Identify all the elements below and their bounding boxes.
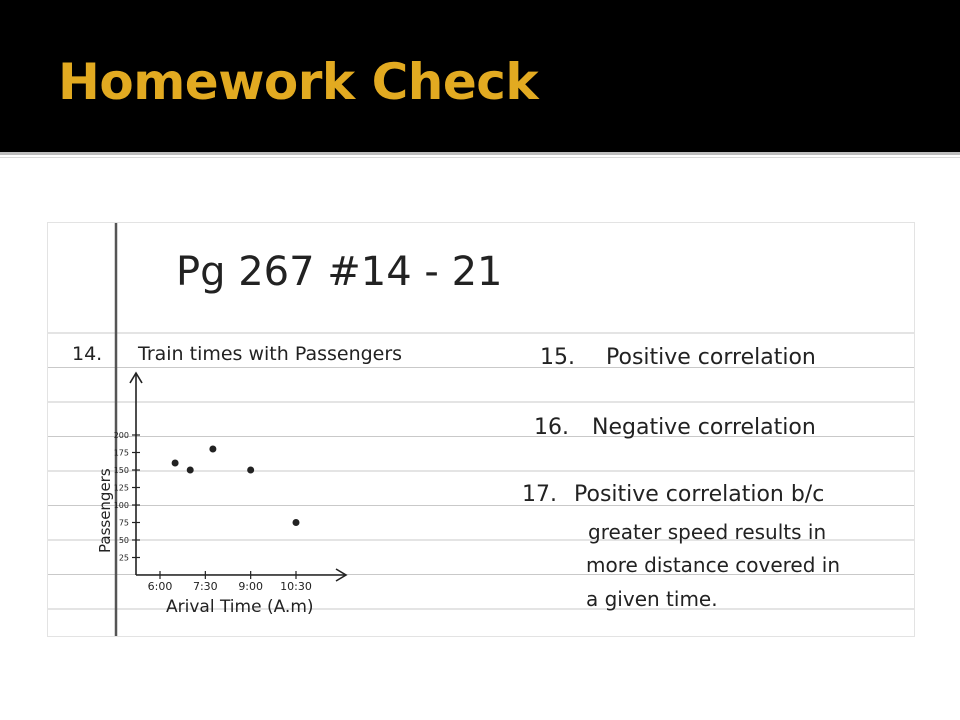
data-point bbox=[187, 467, 194, 474]
notebook-page-image bbox=[47, 222, 915, 637]
answer-17-line-3: more distance covered in bbox=[586, 553, 841, 577]
x-tick-label: 7:30 bbox=[192, 580, 218, 593]
answer-17-number: 17. bbox=[522, 482, 557, 507]
y-tick-label: 100 bbox=[113, 501, 129, 510]
y-tick-label: 75 bbox=[118, 518, 129, 528]
y-axis-label: Passengers bbox=[96, 468, 114, 553]
answer-17-line-2: greater speed results in bbox=[588, 520, 827, 544]
title-bar bbox=[0, 0, 960, 152]
data-point bbox=[209, 446, 216, 453]
answer-15-text: Positive correlation bbox=[606, 345, 816, 370]
x-axis-label: Arival Time (A.m) bbox=[166, 597, 314, 617]
chart-title: Train times with Passengers bbox=[138, 343, 403, 365]
answer-16-text: Negative correlation bbox=[592, 415, 816, 440]
y-tick-label: 150 bbox=[113, 466, 129, 475]
answer-17-line-1: Positive correlation b/c bbox=[574, 482, 825, 507]
header-text: Pg 267 #14 - 21 bbox=[176, 249, 503, 295]
y-tick-label: 125 bbox=[113, 483, 129, 493]
answers bbox=[522, 345, 840, 611]
title-divider-thin bbox=[0, 157, 960, 158]
data-point bbox=[172, 460, 179, 467]
y-tick-label: 175 bbox=[113, 448, 129, 458]
scatter-chart bbox=[96, 373, 346, 617]
notebook-drawing bbox=[48, 223, 914, 636]
y-tick-label: 50 bbox=[118, 536, 129, 545]
title-divider bbox=[0, 152, 960, 155]
answer-16-number: 16. bbox=[534, 415, 569, 440]
x-tick-label: 10:30 bbox=[280, 580, 312, 593]
data-point bbox=[247, 467, 254, 474]
y-tick-label: 200 bbox=[113, 431, 129, 440]
x-tick-label: 9:00 bbox=[238, 580, 264, 593]
problem-14-number: 14. bbox=[72, 343, 103, 365]
slide-title: Homework Check bbox=[58, 53, 539, 111]
x-tick-label: 6:00 bbox=[147, 580, 173, 593]
data-points bbox=[172, 446, 300, 527]
y-tick-label: 25 bbox=[118, 553, 129, 563]
answer-17-line-4: a given time. bbox=[586, 587, 718, 611]
data-point bbox=[293, 519, 300, 526]
answer-15-number: 15. bbox=[540, 345, 575, 370]
